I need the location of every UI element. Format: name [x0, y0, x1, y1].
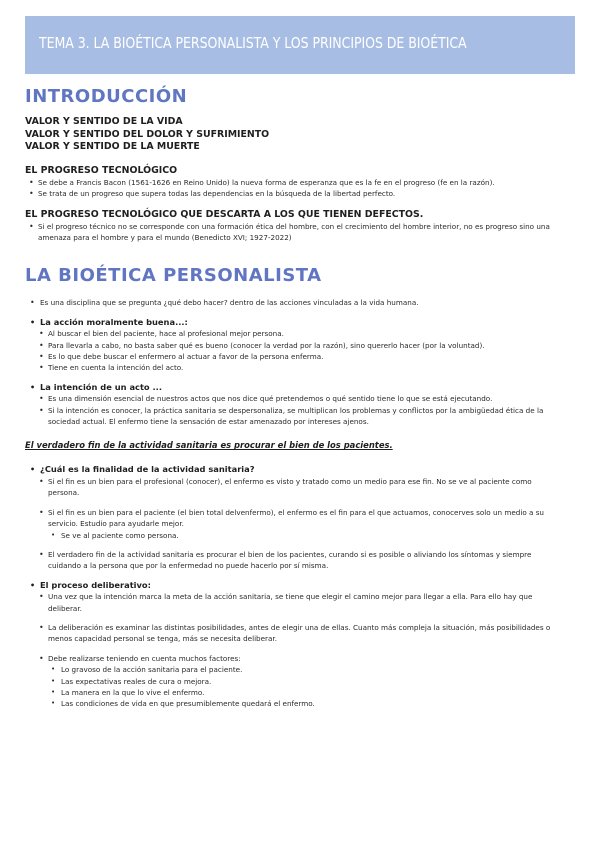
list-item: • Si la intención es conocer, la práctica sanitaria se despersonaliza, se multiplican los problemas y conflictos por la ambigüedad ética de la sociedad actual. El enfermo tiene la sensación de estar amenazado por intereses ajenos. [25, 405, 555, 428]
deliberativo-section [25, 580, 555, 710]
list-item: • Es lo que debe buscar el enfermero al actuar a favor de la persona enferma. [25, 351, 555, 362]
list-item: • Debe realizarse teniendo en cuenta muchos factores: [25, 653, 555, 664]
list-item: • Se debe a Francis Bacon (1561-1626 en Reino Unido) la nueva forma de esperanza que es la fe en el progreso (fe en la razón). [25, 177, 555, 188]
valor-vida-line: VALOR Y SENTIDO DE LA VIDA [25, 116, 183, 127]
list-item: • Tiene en cuenta la intención del acto. [25, 362, 555, 373]
valor-muerte-line: VALOR Y SENTIDO DE LA MUERTE [25, 141, 200, 153]
list-item: • La manera en la que lo vive el enfermo. [25, 687, 555, 698]
progreso-list [25, 177, 555, 200]
list-item: • Las condiciones de vida en que presumiblemente quedará el enfermo. [25, 698, 555, 709]
bioetica-heading: LA BIOÉTICA PERSONALISTA [25, 265, 322, 287]
list-item: • Es una dimensión esencial de nuestros actos que nos dice qué pretendemos o qué sentido tiene lo que se está ejecutando. [25, 393, 555, 404]
list-item: • Al buscar el bien del paciente, hace al profesional mejor persona. [25, 328, 555, 339]
deliberativo-title: • El proceso deliberativo: [25, 580, 555, 591]
finalidad-title: • ¿Cuál es la finalidad de la actividad sanitaria? [25, 464, 555, 475]
list-item: • Lo gravoso de la acción sanitaria para el paciente. [25, 664, 555, 675]
document-title: TEMA 3. LA BIOÉTICA PERSONALISTA Y LOS PRINCIPIOS DE BIOÉTICA [39, 34, 467, 52]
list-item: • Es una disciplina que se pregunta ¿qué debo hacer? dentro de las acciones vinculadas a la vida humana. [25, 297, 555, 308]
list-item: • La deliberación es examinar las distintas posibilidades, antes de elegir una de ellas. Cuanto más compleja la situación, más posibilidades o menos capacidad personal se tenga, más se necesita deliberar. [25, 622, 555, 645]
bioetica-list [25, 297, 555, 308]
valor-dolor-line: VALOR Y SENTIDO DEL DOLOR Y SUFRIMIENTO [25, 128, 270, 140]
progreso-defectos-list [25, 221, 555, 244]
progreso-heading: EL PROGRESO TECNOLÓGICO [25, 164, 178, 176]
finalidad-section [25, 464, 555, 571]
list-item: • Una vez que la intención marca la meta de la acción sanitaria, se tiene que elegir el camino mejor para llegar a ella. Para ello hay que deliberar. [25, 591, 555, 614]
intencion-title: • La intención de un acto ... [25, 382, 555, 393]
list-item: • Si el fin es un bien para el paciente (el bien total delvenfermo), el enfermo es el fin para el que actuamos, conocerves solo un medio a su servicio. Estudio para ayudarle mejor. [25, 507, 555, 530]
progreso-defectos-heading: EL PROGRESO TECNOLÓGICO QUE DESCARTA A LOS QUE TIENEN DEFECTOS. [25, 208, 424, 220]
document-body [25, 86, 555, 710]
introduccion-heading: INTRODUCCIÓN [25, 86, 188, 107]
list-item: • Se trata de un progreso que supera todas las dependencias en la búsqueda de la libertad perfecto. [25, 188, 555, 199]
intencion-section [25, 382, 555, 428]
title-banner [25, 16, 575, 74]
list-item: • Si el fin es un bien para el profesional (conocer), el enfermo es visto y tratado como un medio para ese fin. No se ve al paciente como persona. [25, 476, 555, 499]
list-item: • Si el progreso técnico no se corresponde con una formación ética del hombre, con el crecimiento del hombre interior, no es progreso sino una amenaza para el hombre y para el mundo (Benedicto XVI; 1927-2022) [25, 221, 555, 244]
verdadero-fin-statement: El verdadero fin de la actividad sanitaria es procurar el bien de los pacientes. [25, 440, 393, 451]
accion-section [25, 317, 555, 374]
list-item: • Se ve al paciente como persona. [25, 530, 555, 541]
list-item: • Las expectativas reales de cura o mejora. [25, 676, 555, 687]
accion-title: • La acción moralmente buena...: [25, 317, 555, 328]
list-item: • Para llevarla a cabo, no basta saber qué es bueno (conocer la verdad por la razón), sino quererlo hacer (por la voluntad). [25, 340, 555, 351]
list-item: • El verdadero fin de la actividad sanitaria es procurar el bien de los pacientes, curando si es posible o aliviando los síntomas y siempre cuidando a la persona que por la enfermedad no puede hacerlo por sí misma. [25, 549, 555, 572]
